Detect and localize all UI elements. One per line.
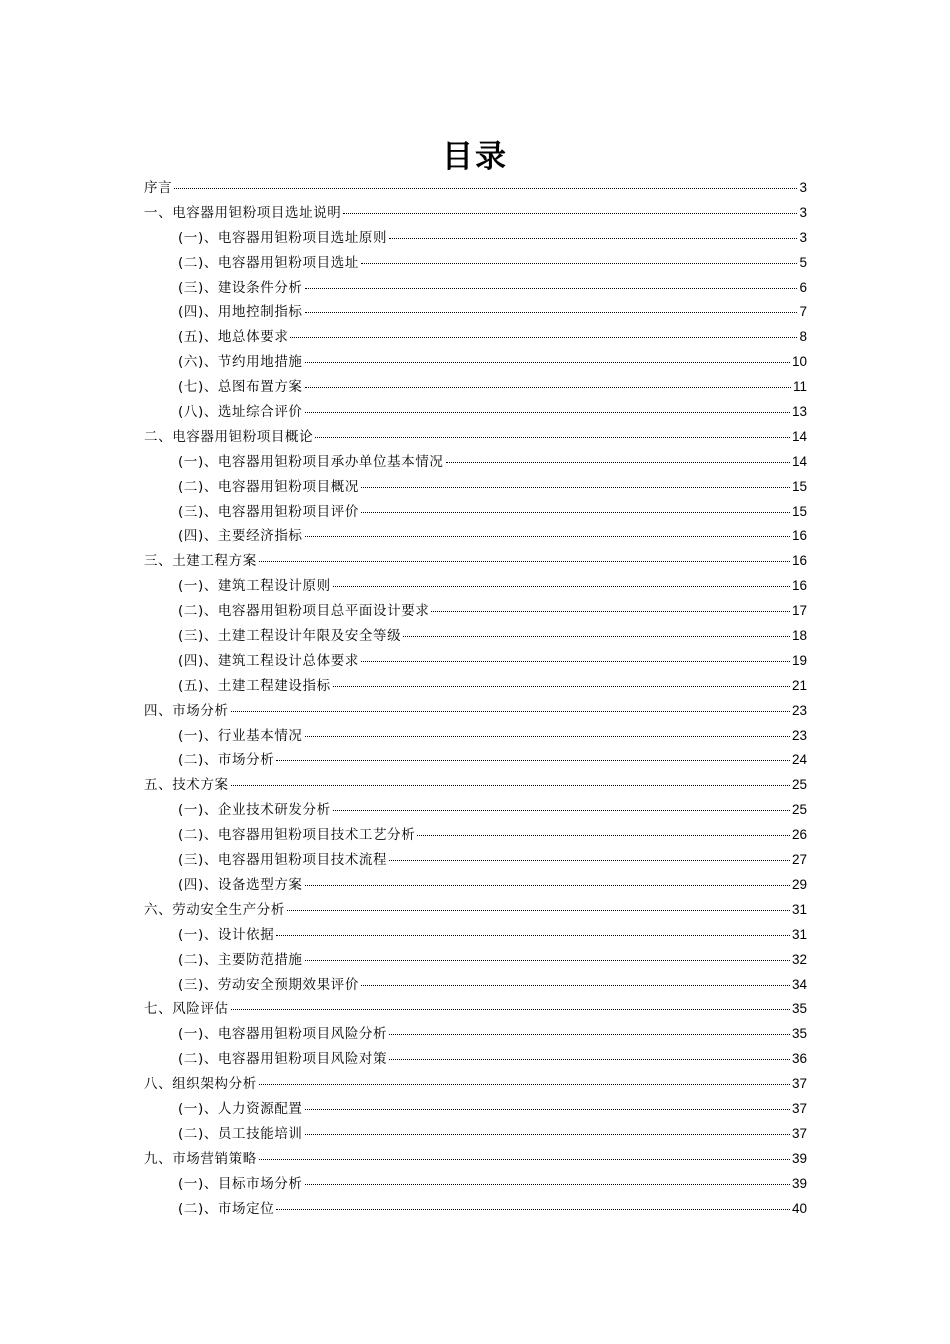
toc-entry[interactable] xyxy=(144,898,807,923)
dot-leader xyxy=(305,1134,790,1135)
toc-page-number: 40 xyxy=(791,1200,807,1216)
toc-subentry[interactable] xyxy=(144,500,807,525)
dot-leader xyxy=(305,1184,790,1185)
toc-subentry[interactable] xyxy=(144,251,807,276)
toc-subentry[interactable] xyxy=(144,649,807,674)
toc-subentry[interactable] xyxy=(144,325,807,350)
dot-leader xyxy=(389,1059,790,1060)
toc-page-number: 10 xyxy=(791,354,807,370)
toc-subentry[interactable] xyxy=(144,226,807,251)
toc-entry[interactable] xyxy=(144,1072,807,1097)
toc-page-number: 23 xyxy=(791,702,807,718)
toc-entry-title: (二)、电容器用钽粉项目总平面设计要求 xyxy=(178,603,430,620)
toc-entry[interactable] xyxy=(144,425,807,450)
toc-page-number: 34 xyxy=(791,976,807,992)
dot-leader xyxy=(231,785,790,786)
toc-entry[interactable] xyxy=(144,773,807,798)
toc-entry-title: (二)、电容器用钽粉项目技术工艺分析 xyxy=(178,827,416,844)
toc-subentry[interactable] xyxy=(144,1097,807,1122)
toc-subentry[interactable] xyxy=(144,1022,807,1047)
toc-entry-title: (七)、总图布置方案 xyxy=(178,379,303,396)
toc-entry-title: (二)、市场分析 xyxy=(178,752,275,769)
toc-page-number: 31 xyxy=(791,926,807,942)
dot-leader xyxy=(305,1109,790,1110)
dot-leader xyxy=(287,910,790,911)
toc-entry-title: (三)、土建工程设计年限及安全等级 xyxy=(178,628,402,645)
toc-entry[interactable] xyxy=(144,201,807,226)
dot-leader xyxy=(231,711,790,712)
toc-page-number: 23 xyxy=(791,727,807,743)
toc-entry[interactable] xyxy=(144,549,807,574)
dot-leader xyxy=(305,312,798,313)
toc-entry[interactable] xyxy=(144,699,807,724)
toc-subentry[interactable] xyxy=(144,574,807,599)
toc-subentry[interactable] xyxy=(144,350,807,375)
toc-entry-title: (三)、劳动安全预期效果评价 xyxy=(178,976,359,993)
toc-entry-title: (二)、员工技能培训 xyxy=(178,1125,303,1142)
toc-entry-title: (一)、电容器用钽粉项目承办单位基本情况 xyxy=(178,453,444,470)
toc-subentry[interactable] xyxy=(144,823,807,848)
toc-entry-title: 七、风险评估 xyxy=(144,1001,229,1018)
dot-leader xyxy=(259,1084,790,1085)
toc-page-number: 15 xyxy=(791,503,807,519)
toc-entry-title: (三)、电容器用钽粉项目评价 xyxy=(178,503,359,520)
dot-leader xyxy=(431,611,790,612)
dot-leader xyxy=(333,586,790,587)
dot-leader xyxy=(389,860,790,861)
toc-subentry[interactable] xyxy=(144,724,807,749)
dot-leader xyxy=(389,1034,790,1035)
toc-entry-title: (三)、建设条件分析 xyxy=(178,279,303,296)
toc-subentry[interactable] xyxy=(144,524,807,549)
toc-subentry[interactable] xyxy=(144,923,807,948)
toc-subentry[interactable] xyxy=(144,599,807,624)
toc-subentry[interactable] xyxy=(144,873,807,898)
toc-subentry[interactable] xyxy=(144,1047,807,1072)
dot-leader xyxy=(361,512,790,513)
toc-subentry[interactable] xyxy=(144,973,807,998)
toc-page-number: 32 xyxy=(791,951,807,967)
toc-entry-title: 序言 xyxy=(144,180,173,196)
toc-entry-title: (四)、主要经济指标 xyxy=(178,528,303,545)
toc-entry-title: (一)、电容器用钽粉项目选址原则 xyxy=(178,229,388,246)
toc-entry-title: (一)、建筑工程设计原则 xyxy=(178,578,331,595)
toc-subentry[interactable] xyxy=(144,400,807,425)
table-of-contents xyxy=(144,176,807,1221)
toc-page-number: 3 xyxy=(799,229,807,245)
toc-page-number: 3 xyxy=(799,204,807,220)
dot-leader xyxy=(305,362,790,363)
toc-page-number: 21 xyxy=(791,677,807,693)
toc-entry-title: (四)、设备选型方案 xyxy=(178,876,303,893)
toc-entry-title: (二)、市场定位 xyxy=(178,1200,275,1217)
toc-entry-title: (二)、电容器用钽粉项目概况 xyxy=(178,478,359,495)
toc-page-number: 3 xyxy=(799,180,807,195)
toc-page-number: 29 xyxy=(791,876,807,892)
toc-page-number: 16 xyxy=(791,553,807,569)
toc-subentry[interactable] xyxy=(144,1122,807,1147)
toc-page-number: 37 xyxy=(791,1125,807,1141)
toc-entry-title: 五、技术方案 xyxy=(144,777,229,794)
toc-page-number: 37 xyxy=(791,1100,807,1116)
toc-entry-title: (一)、目标市场分析 xyxy=(178,1175,303,1192)
page-title: 目录 xyxy=(442,139,508,175)
dot-leader xyxy=(446,462,790,463)
dot-leader xyxy=(276,760,790,761)
toc-entry-title: (四)、用地控制指标 xyxy=(178,304,303,321)
toc-page-number: 35 xyxy=(791,1026,807,1042)
dot-leader xyxy=(305,412,790,413)
toc-page-number: 6 xyxy=(799,279,807,295)
toc-entry-title: (一)、行业基本情况 xyxy=(178,727,303,744)
toc-subentry[interactable] xyxy=(144,276,807,301)
toc-subentry[interactable] xyxy=(144,674,807,699)
toc-page-number: 24 xyxy=(791,752,807,768)
toc-page-number: 39 xyxy=(791,1150,807,1166)
toc-page-number: 16 xyxy=(791,528,807,544)
dot-leader xyxy=(259,1159,790,1160)
dot-leader xyxy=(305,288,798,289)
toc-entry-title: (八)、选址综合评价 xyxy=(178,404,303,421)
dot-leader xyxy=(305,960,790,961)
toc-page-number: 17 xyxy=(791,603,807,619)
dot-leader xyxy=(333,686,790,687)
toc-page-number: 14 xyxy=(791,453,807,469)
toc-page-number: 37 xyxy=(791,1076,807,1092)
toc-subentry[interactable] xyxy=(144,748,807,773)
toc-entry-title: (三)、电容器用钽粉项目技术流程 xyxy=(178,852,388,869)
toc-entry-title: (五)、土建工程建设指标 xyxy=(178,677,331,694)
dot-leader xyxy=(315,437,790,438)
toc-entry-title: (六)、节约用地措施 xyxy=(178,354,303,371)
toc-page-number: 25 xyxy=(791,802,807,818)
toc-subentry[interactable] xyxy=(144,375,807,400)
toc-page-number: 7 xyxy=(799,304,807,320)
toc-entry-title: 一、电容器用钽粉项目选址说明 xyxy=(144,204,342,221)
dot-leader xyxy=(276,1209,790,1210)
dot-leader xyxy=(305,536,790,537)
toc-entry-title: (四)、建筑工程设计总体要求 xyxy=(178,652,359,669)
toc-subentry[interactable] xyxy=(144,475,807,500)
toc-entry-title: 三、土建工程方案 xyxy=(144,553,257,570)
toc-page-number: 27 xyxy=(791,852,807,868)
toc-page-number: 35 xyxy=(791,1001,807,1017)
dot-leader xyxy=(290,337,797,338)
toc-entry-title: (二)、主要防范措施 xyxy=(178,951,303,968)
toc-entry-title: (二)、电容器用钽粉项目风险对策 xyxy=(178,1051,388,1068)
toc-entry-title: 八、组织架构分析 xyxy=(144,1076,257,1093)
dot-leader xyxy=(305,736,790,737)
toc-page-number: 39 xyxy=(791,1175,807,1191)
toc-page-number: 5 xyxy=(799,254,807,270)
dot-leader xyxy=(403,636,790,637)
dot-leader xyxy=(305,387,791,388)
dot-leader xyxy=(174,188,797,189)
dot-leader xyxy=(361,487,790,488)
dot-leader xyxy=(361,985,790,986)
toc-page-number: 13 xyxy=(791,404,807,420)
toc-entry-title: (一)、企业技术研发分析 xyxy=(178,802,331,819)
toc-entry-title: (五)、地总体要求 xyxy=(178,329,289,346)
dot-leader xyxy=(305,885,790,886)
dot-leader xyxy=(361,263,798,264)
toc-page-number: 31 xyxy=(791,901,807,917)
toc-page-number: 8 xyxy=(799,329,807,345)
toc-page-number: 19 xyxy=(791,652,807,668)
toc-page-number: 26 xyxy=(791,827,807,843)
toc-entry-title: (一)、设计依据 xyxy=(178,926,275,943)
toc-entry[interactable] xyxy=(144,1147,807,1172)
dot-leader xyxy=(361,661,790,662)
toc-page-number: 11 xyxy=(792,379,807,395)
toc-subentry[interactable] xyxy=(144,300,807,325)
dot-leader xyxy=(259,561,790,562)
toc-entry-title: 六、劳动安全生产分析 xyxy=(144,901,285,918)
toc-page-number: 15 xyxy=(791,478,807,494)
toc-entry-title: 四、市场分析 xyxy=(144,702,229,719)
toc-subentry[interactable] xyxy=(144,1197,807,1222)
toc-page-number: 14 xyxy=(791,428,807,444)
dot-leader xyxy=(276,935,790,936)
toc-entry-title: 二、电容器用钽粉项目概论 xyxy=(144,428,314,445)
dot-leader xyxy=(417,835,790,836)
toc-page-number: 18 xyxy=(791,628,807,644)
toc-subentry[interactable] xyxy=(144,624,807,649)
toc-page-number: 16 xyxy=(791,578,807,594)
dot-leader xyxy=(389,238,797,239)
toc-entry-title: (二)、电容器用钽粉项目选址 xyxy=(178,254,359,271)
toc-subentry[interactable] xyxy=(144,798,807,823)
toc-entry[interactable] xyxy=(144,997,807,1022)
toc-entry[interactable] xyxy=(144,176,807,201)
toc-subentry[interactable] xyxy=(144,948,807,973)
toc-entry-title: 九、市场营销策略 xyxy=(144,1150,257,1167)
dot-leader xyxy=(333,810,790,811)
toc-subentry[interactable] xyxy=(144,848,807,873)
toc-subentry[interactable] xyxy=(144,450,807,475)
toc-page-number: 36 xyxy=(791,1051,807,1067)
toc-entry-title: (一)、电容器用钽粉项目风险分析 xyxy=(178,1026,388,1043)
dot-leader xyxy=(231,1009,790,1010)
toc-entry-title: (一)、人力资源配置 xyxy=(178,1100,303,1117)
dot-leader xyxy=(343,213,797,214)
toc-page-number: 25 xyxy=(791,777,807,793)
toc-subentry[interactable] xyxy=(144,1172,807,1197)
